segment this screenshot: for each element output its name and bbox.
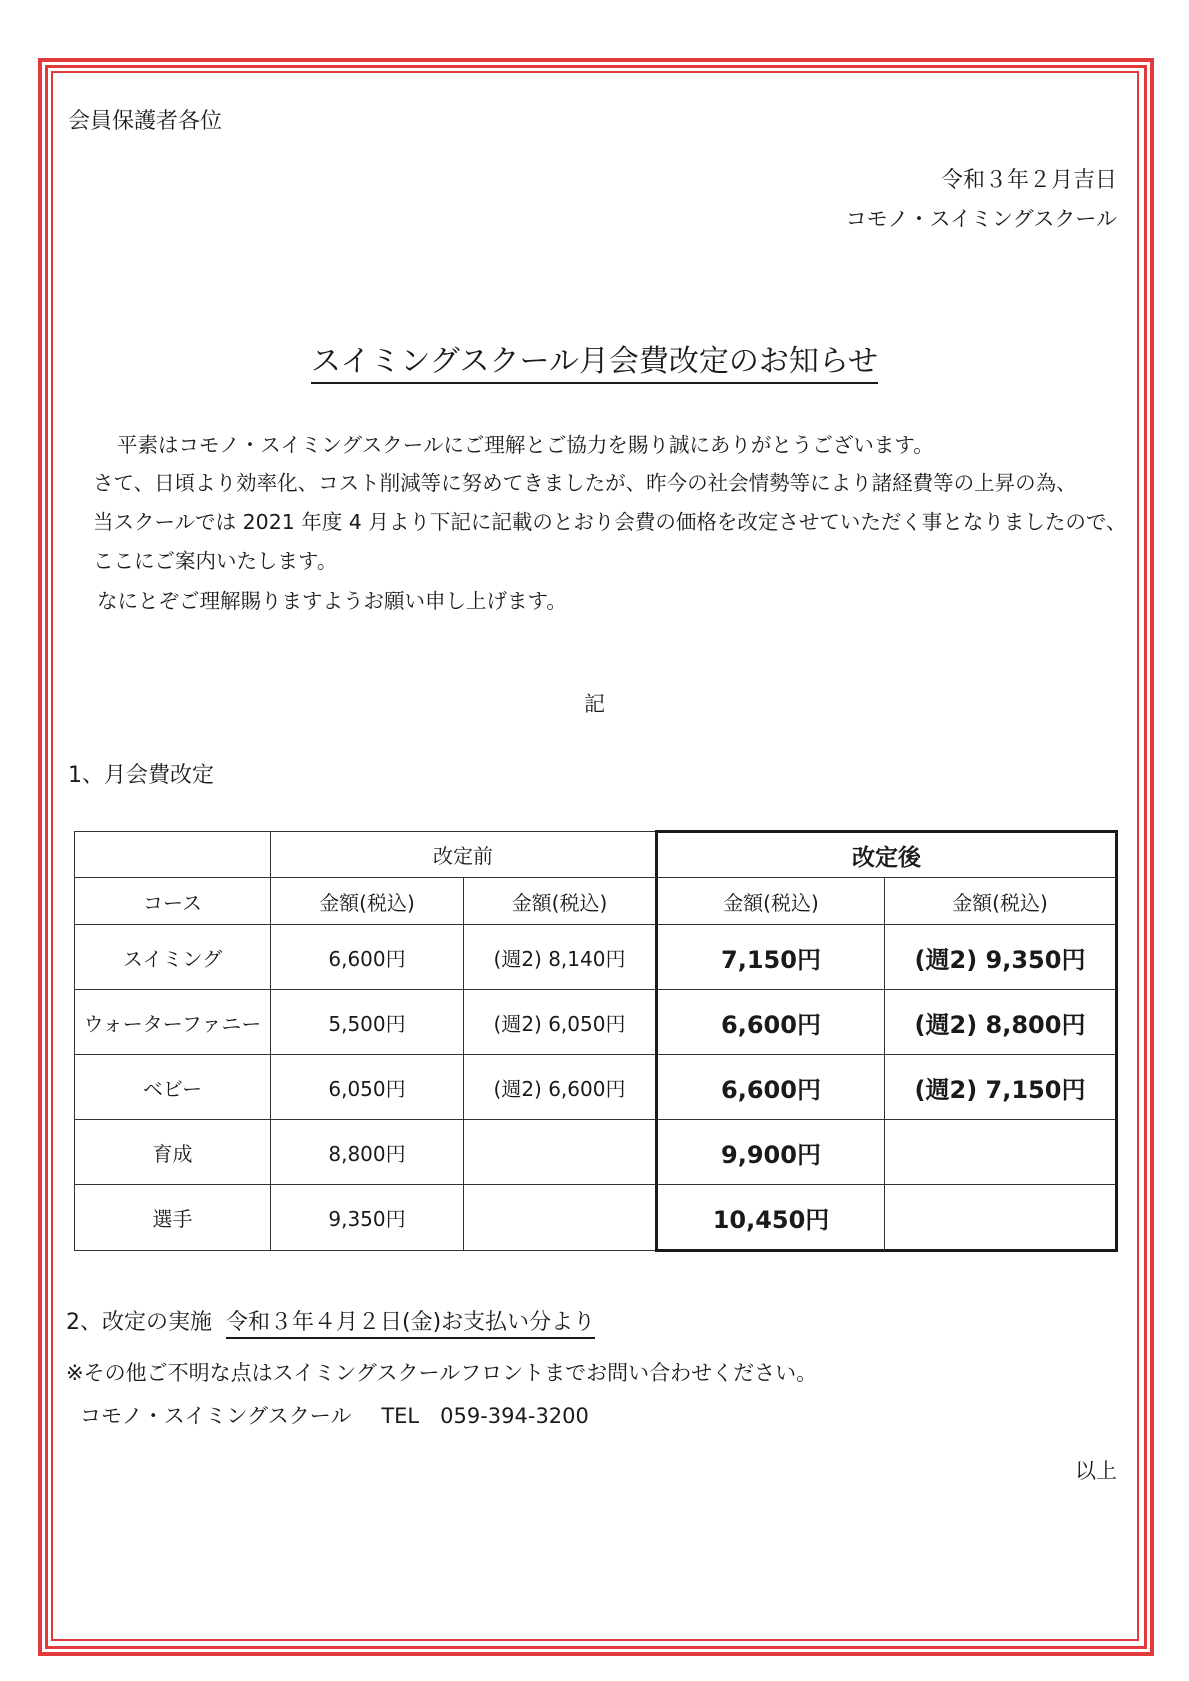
before-price-weekly2-cell [464,1185,657,1251]
before-price-weekly2-cell: (週2) 8,140円 [464,925,657,990]
after-price-weekly2-cell [885,1185,1117,1251]
group-header-after: 改定後 [657,832,1117,878]
table-row [75,1185,1117,1251]
contact-line [80,1400,589,1430]
before-price-weekly2-cell: (週2) 6,050円 [464,990,657,1055]
course-cell: 育成 [75,1120,271,1185]
page-title [0,336,1189,380]
table-corner-cell [75,832,271,878]
course-cell: スイミング [75,925,271,990]
before-price-cell: 6,600円 [271,925,464,990]
table-group-header-row [75,832,1117,878]
before-price-cell: 9,350円 [271,1185,464,1251]
before-price-cell: 5,500円 [271,990,464,1055]
table-row [75,1055,1117,1120]
inquiry-note: ※その他ご不明な点はスイミングスクールフロントまでお問い合わせください。 [66,1361,818,1385]
col-header-after-amount-2: 金額(税込) [885,878,1117,925]
contact-tel: TEL 059-394-3200 [381,1404,589,1428]
table-row [75,925,1117,990]
course-cell: ベビー [75,1055,271,1120]
after-price-weekly2-cell: (週2) 7,150円 [885,1055,1117,1120]
after-price-cell: 6,600円 [657,990,885,1055]
col-header-before-amount-1: 金額(税込) [271,878,464,925]
table-row [75,990,1117,1055]
col-header-course: コース [75,878,271,925]
course-cell: ウォーターファニー [75,990,271,1055]
body-line-4: ここにご案内いたします。 [93,549,338,573]
section-1-heading: 1、月会費改定 [68,763,214,788]
section-2-heading: 2、改定の実施 [66,1310,212,1335]
before-price-cell: 6,050円 [271,1055,464,1120]
contact-name: コモノ・スイミングスクール [80,1404,352,1428]
after-price-weekly2-cell [885,1120,1117,1185]
section-2 [66,1305,595,1336]
before-price-weekly2-cell: (週2) 6,600円 [464,1055,657,1120]
after-price-weekly2-cell: (週2) 9,350円 [885,925,1117,990]
body-line-2: さて、日頃より効率化、コスト削減等に努めてきましたが、昨今の社会情勢等により諸経費等の上昇の為、 [93,471,1077,495]
before-price-weekly2-cell [464,1120,657,1185]
sender-name: コモノ・スイミングスクール [845,207,1117,231]
page-title-text: スイミングスクール月会費改定のお知らせ [311,344,878,384]
body-line-5: なにとぞご理解賜りますようお願い申し上げます。 [97,589,567,613]
body-line-3: 当スクールでは 2021 年度 4 月より下記に記載のとおり会費の価格を改定させていただく事となりましたので、 [93,510,1127,534]
fee-table [74,830,1118,1252]
after-price-cell: 9,900円 [657,1120,885,1185]
after-price-cell: 7,150円 [657,925,885,990]
closing-ijou: 以上 [1075,1459,1117,1483]
ki-heading: 記 [584,692,605,716]
body-line-1: 平素はコモノ・スイミングスクールにご理解とご協力を賜り誠にありがとうございます。 [117,433,934,457]
group-header-before: 改定前 [271,832,657,878]
issue-date: 令和３年２月吉日 [940,168,1117,193]
before-price-cell: 8,800円 [271,1120,464,1185]
table-column-header-row [75,878,1117,925]
after-price-cell: 6,600円 [657,1055,885,1120]
course-cell: 選手 [75,1185,271,1251]
after-price-weekly2-cell: (週2) 8,800円 [885,990,1117,1055]
after-price-cell: 10,450円 [657,1185,885,1251]
section-2-detail: 令和３年４月２日(金)お支払い分より [226,1310,595,1339]
col-header-before-amount-2: 金額(税込) [464,878,657,925]
table-row [75,1120,1117,1185]
col-header-after-amount-1: 金額(税込) [657,878,885,925]
addressee: 会員保護者各位 [68,109,223,134]
